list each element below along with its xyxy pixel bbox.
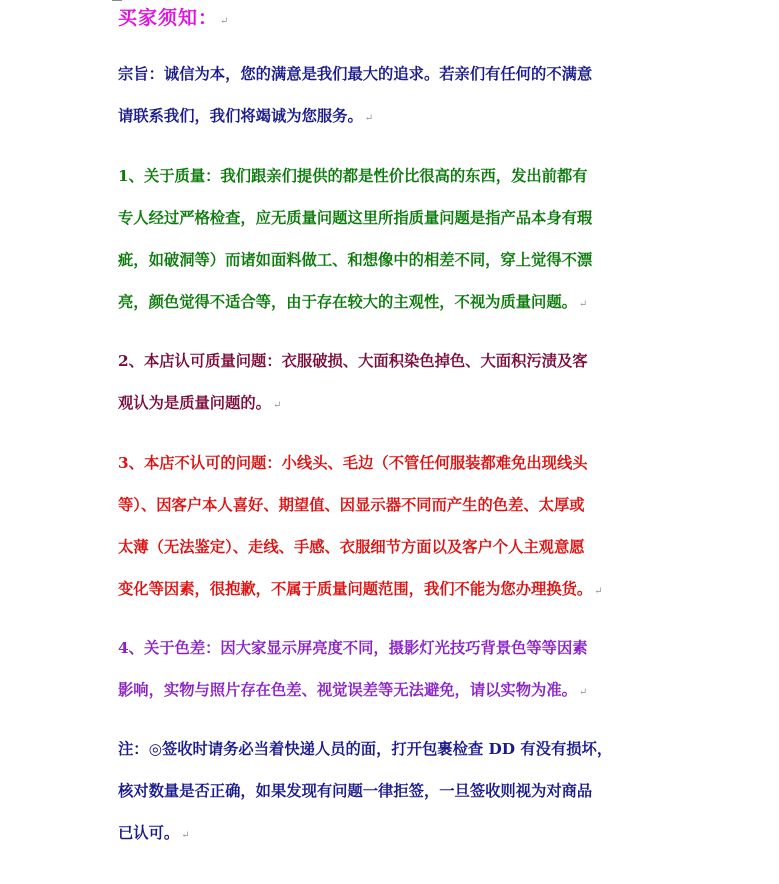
text-line: 请联系我们，我们将竭诚为您服务。 ↵ xyxy=(118,107,374,125)
text-line: 3、本店不认可的问题：小线头、毛边（不管任何服装都难免出现线头 xyxy=(118,454,588,472)
text-line: 等）、因客户本人喜好、期望值、因显示器不同而产生的色差、太厚或 xyxy=(118,496,585,514)
paragraph-mark-icon: ↵ xyxy=(220,16,230,27)
text-line: 观认为是质量问题的。 ↵ xyxy=(118,394,282,412)
paragraph-mark-icon: ↵ xyxy=(364,113,374,124)
paragraph-mark-icon: ↵ xyxy=(594,586,603,597)
text-line: 专人经过严格检查，应无质量问题这里所指质量问题是指产品本身有瑕 xyxy=(118,209,593,227)
paragraph-mark-icon: ↵ xyxy=(272,400,282,411)
text-line: 影响，实物与照片存在色差、视觉误差等无法避免，请以实物为准。 ↵ xyxy=(118,681,588,699)
text-line: 1、关于质量：我们跟亲们提供的都是性价比很高的东西，发出前都有 xyxy=(118,167,588,185)
paragraph-purpose xyxy=(118,53,718,140)
text-line: 亮，颜色觉得不适合等，由于存在较大的主观性，不视为质量问题。 ↵ xyxy=(118,293,588,311)
paragraph-not-accepted-issues xyxy=(118,442,718,613)
text-line: 已认可。 ↵ xyxy=(118,824,190,842)
paragraph-color-difference xyxy=(118,627,718,714)
text-line: 宗旨：诚信为本，您的满意是我们最大的追求。若亲们有任何的不满意 xyxy=(118,65,593,83)
text-line: 疵，如破洞等）而诸如面料做工、和想像中的相差不同，穿上觉得不漂 xyxy=(118,251,593,269)
text-line: 太薄（无法鉴定）、走线、手感、衣服细节方面以及客户个人主观意愿 xyxy=(118,538,585,556)
paragraph-mark-icon: ↵ xyxy=(181,830,190,841)
text-line: 4、关于色差：因大家显示屏亮度不同，摄影灯光技巧背景色等等因素 xyxy=(118,639,588,657)
text-line: 变化等因素，很抱歉，不属于质量问题范围，我们不能为您办理换货。 ↵ xyxy=(118,580,603,598)
page-title xyxy=(118,3,229,30)
paragraph-mark-icon: ↵ xyxy=(578,299,588,310)
text-line: 注：◎签收时请务必当着快递人员的面，打开包裹检查 DD 有没有损坏， xyxy=(118,740,613,758)
paragraph-mark-icon: ↵ xyxy=(578,687,588,698)
text-line: 2、本店认可质量问题：衣服破损、大面积染色掉色、大面积污渍及客 xyxy=(118,352,588,370)
paragraph-accepted-issues xyxy=(118,340,718,427)
paragraph-note xyxy=(118,728,718,857)
page-corner-mark xyxy=(112,0,122,1)
text-line: 核对数量是否正确，如果发现有问题一律拒签，一旦签收则视为对商品 xyxy=(118,782,593,800)
title-text: 买家须知： xyxy=(118,7,219,29)
paragraph-quality xyxy=(118,155,718,326)
